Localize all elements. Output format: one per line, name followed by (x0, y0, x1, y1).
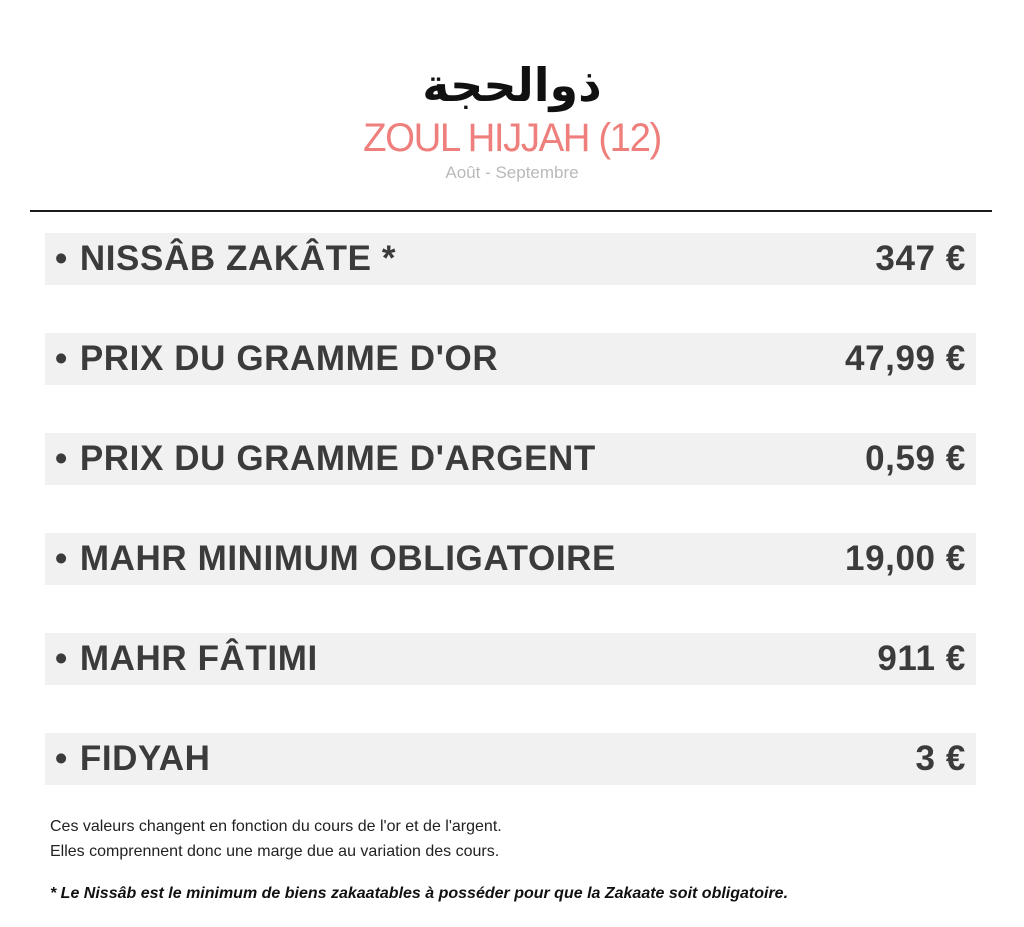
row-label: • FIDYAH (55, 739, 211, 779)
row-value: 47,99 € (845, 339, 966, 378)
arabic-month-title: ذوالحجة (422, 58, 602, 112)
row-value: 0,59 € (865, 439, 966, 478)
row-value: 347 € (875, 239, 966, 278)
gregorian-months: Août - Septembre (445, 163, 579, 182)
row-silver-gram-price (45, 433, 976, 485)
row-label: • PRIX DU GRAMME D'OR (55, 339, 498, 379)
note-line-2: Elles comprennent donc une marge due au variation des cours. (50, 843, 500, 860)
row-label: • MAHR FÂTIMI (55, 639, 318, 679)
row-label: • NISSÂB ZAKÂTE * (55, 239, 396, 279)
values-list (45, 233, 976, 833)
header-divider (30, 210, 992, 212)
row-value: 911 € (877, 639, 966, 678)
row-nissab-zakate (45, 233, 976, 285)
row-value: 19,00 € (845, 539, 966, 578)
note-line-1: Ces valeurs changent en fonction du cours de l'or et de l'argent. (50, 818, 502, 835)
row-fidyah (45, 733, 976, 785)
row-value: 3 € (915, 739, 966, 778)
month-title: ZOUL HIJJAH (12) (363, 116, 661, 160)
row-label: • MAHR MINIMUM OBLIGATOIRE (55, 539, 616, 579)
row-mahr-minimum (45, 533, 976, 585)
nissab-footnote: * Le Nissâb est le minimum de biens zakaatables à posséder pour que la Zakaate soit obligatoire. (50, 885, 789, 902)
row-mahr-fatimi (45, 633, 976, 685)
month-header (0, 52, 1024, 183)
notes (50, 814, 990, 864)
row-gold-gram-price (45, 333, 976, 385)
row-label: • PRIX DU GRAMME D'ARGENT (55, 439, 596, 479)
